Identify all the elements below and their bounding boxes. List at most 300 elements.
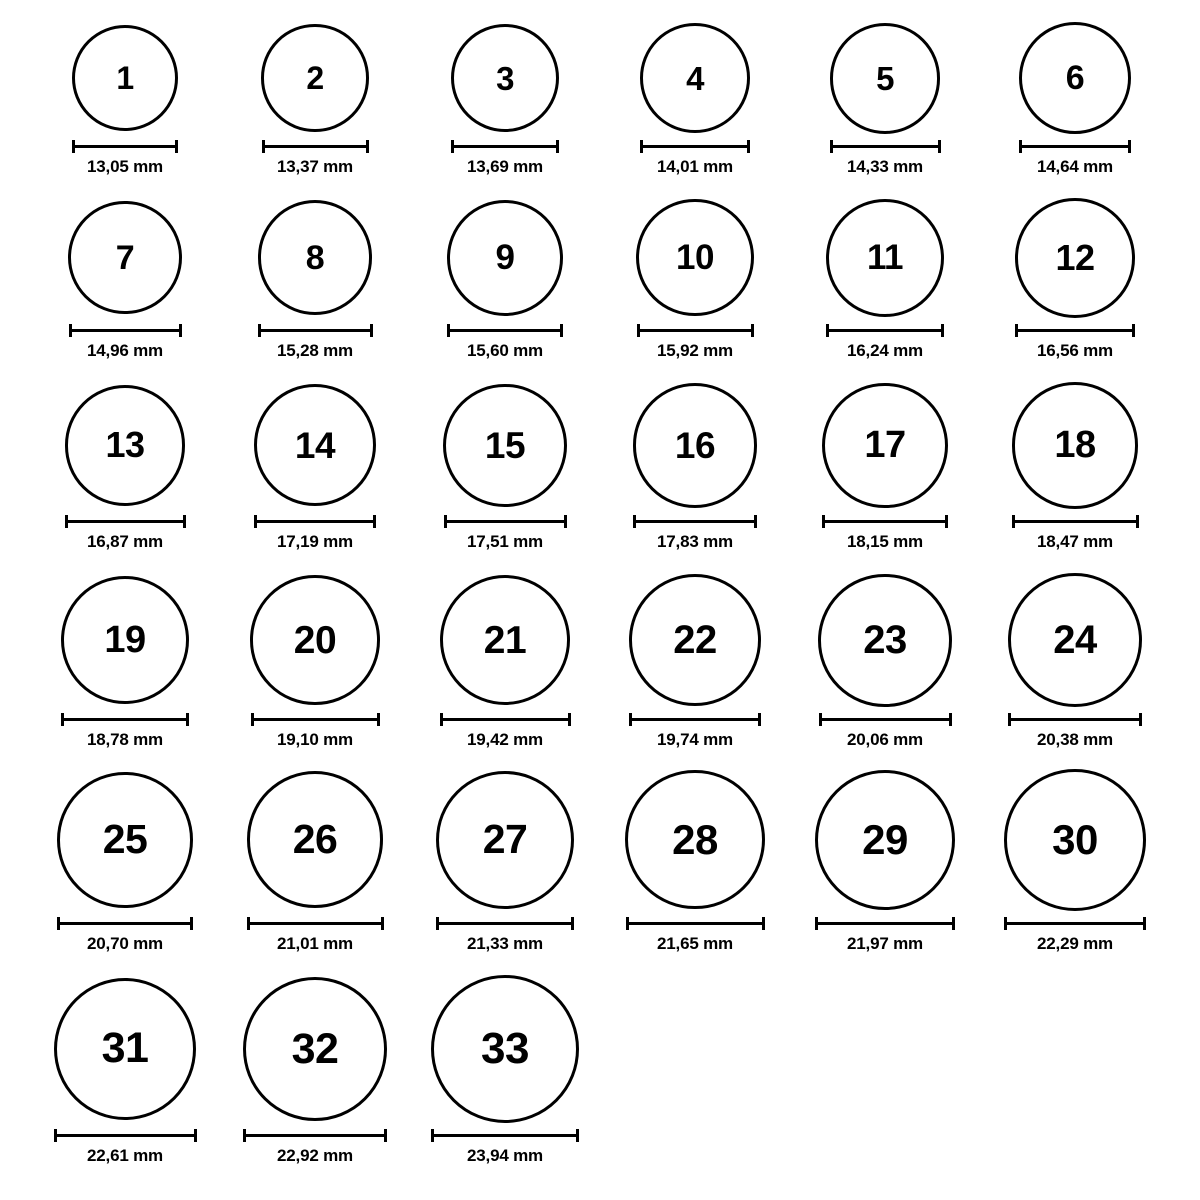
measure-line (65, 520, 186, 523)
ring-circle (830, 23, 941, 134)
diameter-label: 15,28 mm (277, 340, 353, 360)
ring-size-cell (410, 573, 600, 750)
diameter-measure-bar (251, 713, 380, 725)
ring-size-row (30, 22, 1170, 177)
measure-line (69, 329, 182, 332)
measure-line (61, 718, 189, 721)
ring-circle-area (61, 573, 189, 707)
diameter-label: 20,70 mm (87, 933, 163, 953)
ring-circle-area (72, 22, 178, 134)
measure-cap-right (941, 324, 944, 337)
ring-circle (1008, 573, 1142, 707)
ring-circle-area (1012, 382, 1139, 509)
measure-line (629, 718, 761, 721)
ring-size-cell (980, 382, 1170, 552)
measure-cap-left (440, 713, 443, 726)
measure-cap-left (830, 140, 833, 153)
diameter-label: 13,05 mm (87, 157, 163, 177)
measure-line (258, 329, 373, 332)
ring-size-cell (600, 198, 790, 361)
measure-cap-left (447, 324, 450, 337)
measure-cap-right (1128, 140, 1131, 153)
ring-circle (68, 201, 181, 314)
measure-cap-left (247, 917, 250, 930)
measure-cap-right (758, 713, 761, 726)
diameter-measure-bar (1019, 140, 1131, 152)
ring-circle-area (440, 573, 571, 707)
ring-size-number: 10 (676, 238, 714, 278)
ring-circle (822, 383, 948, 509)
ring-size-cell (30, 198, 220, 361)
diameter-label: 20,38 mm (1037, 730, 1113, 750)
ring-size-cell (600, 382, 790, 552)
measure-cap-right (762, 917, 765, 930)
measure-cap-right (366, 140, 369, 153)
ring-size-cell (220, 382, 410, 552)
diameter-measure-bar (819, 713, 952, 725)
measure-line (1019, 145, 1131, 148)
measure-cap-left (826, 324, 829, 337)
ring-size-number: 29 (862, 815, 908, 863)
ring-circle-area (1004, 769, 1146, 911)
diameter-measure-bar (626, 917, 765, 929)
diameter-measure-bar (254, 515, 376, 527)
ring-circle (243, 977, 387, 1121)
ring-circle (431, 975, 579, 1123)
diameter-label: 19,42 mm (467, 730, 543, 750)
diameter-measure-bar (440, 713, 571, 725)
ring-circle-area (451, 22, 559, 134)
ring-size-number: 22 (673, 618, 717, 663)
diameter-label: 22,92 mm (277, 1146, 353, 1165)
ring-size-cell (220, 573, 410, 750)
ring-size-cell (790, 382, 980, 552)
measure-cap-right (1143, 917, 1146, 930)
ring-circle-area (640, 22, 750, 134)
ring-circle-area (815, 769, 955, 911)
ring-size-number: 27 (482, 816, 528, 863)
measure-cap-left (258, 324, 261, 337)
diameter-measure-bar (633, 515, 757, 527)
ring-size-cell (220, 198, 410, 361)
measure-line (633, 520, 757, 523)
measure-line (243, 1134, 387, 1137)
measure-cap-right (949, 713, 952, 726)
ring-size-cell (600, 573, 790, 750)
measure-cap-right (194, 1129, 197, 1142)
ring-circle (633, 383, 757, 507)
diameter-measure-bar (65, 515, 186, 527)
ring-circle (436, 771, 574, 909)
diameter-label: 18,47 mm (1037, 531, 1113, 551)
diameter-measure-bar (54, 1129, 197, 1141)
ring-circle-area (57, 769, 193, 911)
measure-line (451, 145, 559, 148)
ring-circle (61, 576, 189, 704)
measure-cap-right (1132, 324, 1135, 337)
ring-size-number: 9 (495, 238, 515, 278)
ring-circle-area (247, 769, 384, 911)
ring-circle (54, 978, 197, 1121)
measure-cap-right (560, 324, 563, 337)
measure-cap-right (564, 515, 567, 528)
ring-size-cell (30, 573, 220, 750)
ring-circle-area (636, 198, 753, 318)
measure-line (436, 922, 574, 925)
ring-size-cell (220, 975, 410, 1166)
diameter-measure-bar (640, 140, 750, 152)
measure-cap-right (384, 1129, 387, 1142)
ring-circle-area (54, 975, 197, 1123)
measure-cap-left (57, 917, 60, 930)
ring-size-row (30, 769, 1170, 954)
measure-cap-right (179, 324, 182, 337)
ring-circle (443, 384, 566, 507)
measure-line (1004, 922, 1146, 925)
ring-circle-area (258, 198, 373, 318)
measure-cap-left (65, 515, 68, 528)
ring-size-row (30, 975, 1170, 1166)
measure-cap-left (629, 713, 632, 726)
ring-circle (247, 771, 384, 908)
diameter-label: 18,78 mm (87, 730, 163, 750)
diameter-label: 22,29 mm (1037, 933, 1113, 953)
ring-circle-area (1008, 573, 1142, 707)
ring-size-cell (30, 975, 220, 1166)
diameter-label: 14,33 mm (847, 157, 923, 177)
measure-cap-left (61, 713, 64, 726)
measure-line (247, 922, 384, 925)
ring-circle (65, 385, 186, 506)
diameter-label: 23,94 mm (467, 1146, 543, 1165)
measure-cap-left (640, 140, 643, 153)
ring-size-cell (410, 975, 600, 1166)
diameter-measure-bar (830, 140, 941, 152)
measure-cap-right (381, 917, 384, 930)
measure-cap-left (822, 515, 825, 528)
measure-line (447, 329, 563, 332)
ring-size-number: 19 (104, 619, 146, 662)
ring-circle-area (447, 198, 563, 318)
ring-circle-area (818, 573, 951, 707)
diameter-label: 21,33 mm (467, 933, 543, 953)
diameter-measure-bar (262, 140, 369, 152)
measure-cap-right (373, 515, 376, 528)
ring-size-number: 7 (115, 238, 135, 277)
measure-cap-left (54, 1129, 57, 1142)
diameter-measure-bar (815, 917, 955, 929)
diameter-label: 13,69 mm (467, 157, 543, 177)
ring-size-number: 3 (496, 59, 514, 97)
ring-size-cell (220, 769, 410, 954)
diameter-measure-bar (637, 324, 754, 336)
measure-cap-left (444, 515, 447, 528)
measure-cap-right (751, 324, 754, 337)
ring-size-number: 14 (294, 424, 336, 466)
diameter-measure-bar (629, 713, 761, 725)
ring-size-cell (30, 769, 220, 954)
ring-size-number: 16 (674, 424, 716, 466)
ring-circle (254, 384, 376, 506)
measure-line (57, 922, 193, 925)
diameter-measure-bar (243, 1129, 387, 1141)
measure-line (626, 922, 765, 925)
ring-circle-area (625, 769, 764, 911)
ring-circle (451, 24, 559, 132)
ring-circle (1004, 769, 1146, 911)
ring-circle (72, 25, 178, 131)
ring-size-number: 4 (686, 59, 704, 97)
ring-circle (1012, 382, 1139, 509)
measure-cap-left (633, 515, 636, 528)
measure-line (431, 1134, 579, 1137)
ring-circle (818, 574, 951, 707)
ring-circle-area (250, 573, 379, 707)
ring-circle-area (68, 198, 181, 318)
measure-cap-right (1136, 515, 1139, 528)
ring-size-number: 1 (116, 60, 134, 97)
ring-size-cell (790, 573, 980, 750)
ring-circle-area (826, 198, 944, 318)
diameter-label: 13,37 mm (277, 157, 353, 177)
measure-cap-right (952, 917, 955, 930)
ring-size-cell (220, 22, 410, 177)
ring-circle (815, 770, 955, 910)
ring-size-number: 15 (484, 424, 526, 466)
ring-circle-area (443, 382, 566, 509)
measure-cap-left (1012, 515, 1015, 528)
measure-line (440, 718, 571, 721)
ring-size-cell (980, 573, 1170, 750)
ring-size-cell (790, 769, 980, 954)
ring-size-cell (600, 769, 790, 954)
diameter-label: 17,83 mm (657, 531, 733, 551)
ring-circle-area (822, 382, 948, 509)
diameter-measure-bar (258, 324, 373, 336)
measure-cap-right (175, 140, 178, 153)
measure-cap-right (571, 917, 574, 930)
ring-circle (636, 199, 753, 316)
ring-size-cell (410, 382, 600, 552)
diameter-measure-bar (451, 140, 559, 152)
ring-circle (258, 200, 373, 315)
measure-line (444, 520, 567, 523)
measure-cap-right (568, 713, 571, 726)
ring-circle-area (633, 382, 757, 509)
measure-cap-left (69, 324, 72, 337)
measure-line (1015, 329, 1135, 332)
ring-size-row (30, 198, 1170, 361)
ring-size-number: 32 (291, 1024, 339, 1073)
diameter-measure-bar (1004, 917, 1146, 929)
ring-circle (1019, 22, 1131, 134)
measure-cap-right (938, 140, 941, 153)
ring-size-number: 23 (863, 618, 907, 663)
measure-cap-right (370, 324, 373, 337)
diameter-label: 16,24 mm (847, 340, 923, 360)
diameter-measure-bar (247, 917, 384, 929)
measure-cap-right (754, 515, 757, 528)
diameter-label: 16,87 mm (87, 531, 163, 551)
diameter-measure-bar (431, 1129, 579, 1141)
measure-cap-right (576, 1129, 579, 1142)
ring-circle (261, 24, 368, 131)
measure-cap-left (451, 140, 454, 153)
measure-cap-right (186, 713, 189, 726)
diameter-label: 21,01 mm (277, 933, 353, 953)
measure-cap-left (637, 324, 640, 337)
ring-size-cell (980, 22, 1170, 177)
ring-circle (826, 199, 944, 317)
measure-cap-right (190, 917, 193, 930)
diameter-measure-bar (69, 324, 182, 336)
measure-cap-left (1008, 713, 1011, 726)
measure-line (640, 145, 750, 148)
measure-cap-left (254, 515, 257, 528)
diameter-label: 16,56 mm (1037, 340, 1113, 360)
diameter-measure-bar (72, 140, 178, 152)
measure-cap-left (1004, 917, 1007, 930)
ring-size-number: 21 (483, 618, 527, 662)
ring-circle (640, 23, 750, 133)
ring-circle-area (254, 382, 376, 509)
ring-size-number: 28 (672, 815, 718, 863)
diameter-label: 14,96 mm (87, 340, 163, 360)
measure-cap-right (377, 713, 380, 726)
diameter-label: 17,51 mm (467, 531, 543, 551)
ring-circle-area (1015, 198, 1135, 318)
diameter-label: 14,64 mm (1037, 157, 1113, 177)
ring-size-cell (410, 22, 600, 177)
diameter-label: 18,15 mm (847, 531, 923, 551)
ring-size-number: 25 (102, 816, 148, 863)
ring-size-row (30, 382, 1170, 552)
ring-size-number: 20 (293, 618, 337, 662)
measure-cap-right (183, 515, 186, 528)
ring-circle-area (65, 382, 186, 509)
measure-cap-left (815, 917, 818, 930)
measure-line (815, 922, 955, 925)
diameter-label: 14,01 mm (657, 157, 733, 177)
diameter-label: 20,06 mm (847, 730, 923, 750)
ring-size-number: 2 (306, 60, 324, 97)
diameter-label: 15,92 mm (657, 340, 733, 360)
measure-line (251, 718, 380, 721)
diameter-measure-bar (57, 917, 193, 929)
diameter-measure-bar (436, 917, 574, 929)
measure-line (1012, 520, 1139, 523)
ring-circle-area (1019, 22, 1131, 134)
diameter-measure-bar (1015, 324, 1135, 336)
measure-line (826, 329, 944, 332)
measure-cap-right (556, 140, 559, 153)
measure-cap-right (747, 140, 750, 153)
measure-cap-left (626, 917, 629, 930)
ring-size-cell (600, 22, 790, 177)
ring-circle-area (243, 975, 387, 1123)
ring-size-cell (30, 382, 220, 552)
ring-circle-area (431, 975, 579, 1123)
ring-size-number: 11 (866, 238, 903, 278)
ring-circle (625, 770, 764, 909)
ring-size-number: 24 (1053, 618, 1097, 663)
diameter-measure-bar (444, 515, 567, 527)
measure-line (822, 520, 948, 523)
diameter-measure-bar (822, 515, 948, 527)
ring-circle (1015, 198, 1135, 318)
diameter-measure-bar (61, 713, 189, 725)
measure-cap-left (251, 713, 254, 726)
ring-size-number: 8 (305, 238, 325, 277)
ring-size-number: 5 (876, 59, 894, 97)
measure-cap-right (945, 515, 948, 528)
ring-size-number: 12 (1055, 236, 1095, 278)
ring-size-cell (30, 22, 220, 177)
diameter-label: 21,65 mm (657, 933, 733, 953)
ring-size-number: 18 (1054, 424, 1096, 467)
diameter-label: 22,61 mm (87, 1146, 163, 1165)
measure-cap-left (72, 140, 75, 153)
ring-size-cell (790, 198, 980, 361)
ring-size-number: 30 (1052, 815, 1098, 863)
diameter-measure-bar (447, 324, 563, 336)
diameter-measure-bar (1008, 713, 1142, 725)
diameter-label: 17,19 mm (277, 531, 353, 551)
measure-line (72, 145, 178, 148)
ring-circle (447, 200, 563, 316)
measure-line (819, 718, 952, 721)
measure-cap-left (243, 1129, 246, 1142)
diameter-label: 15,60 mm (467, 340, 543, 360)
measure-line (254, 520, 376, 523)
ring-circle (440, 575, 571, 706)
diameter-label: 19,10 mm (277, 730, 353, 750)
ring-size-number: 6 (1065, 59, 1085, 98)
ring-circle-area (629, 573, 761, 707)
measure-line (262, 145, 369, 148)
ring-size-number: 33 (481, 1024, 529, 1073)
ring-circle-area (830, 22, 941, 134)
diameter-measure-bar (1012, 515, 1139, 527)
ring-size-cell (410, 198, 600, 361)
diameter-label: 19,74 mm (657, 730, 733, 750)
measure-cap-left (1019, 140, 1022, 153)
measure-line (830, 145, 941, 148)
ring-size-number: 26 (292, 816, 338, 863)
ring-circle (57, 772, 193, 908)
ring-circle-area (261, 22, 368, 134)
measure-cap-left (819, 713, 822, 726)
ring-size-number: 31 (101, 1024, 149, 1073)
ring-circle (629, 574, 761, 706)
measure-line (1008, 718, 1142, 721)
diameter-measure-bar (826, 324, 944, 336)
ring-circle-area (436, 769, 574, 911)
measure-cap-left (431, 1129, 434, 1142)
measure-cap-right (1139, 713, 1142, 726)
ring-size-cell (980, 769, 1170, 954)
ring-size-cell (410, 769, 600, 954)
ring-size-cell (980, 198, 1170, 361)
ring-size-number: 17 (864, 424, 906, 467)
ring-circle (250, 575, 379, 704)
measure-cap-left (1015, 324, 1018, 337)
measure-cap-left (436, 917, 439, 930)
ring-size-cell (790, 22, 980, 177)
diameter-label: 21,97 mm (847, 933, 923, 953)
measure-cap-left (262, 140, 265, 153)
ring-size-row (30, 573, 1170, 750)
